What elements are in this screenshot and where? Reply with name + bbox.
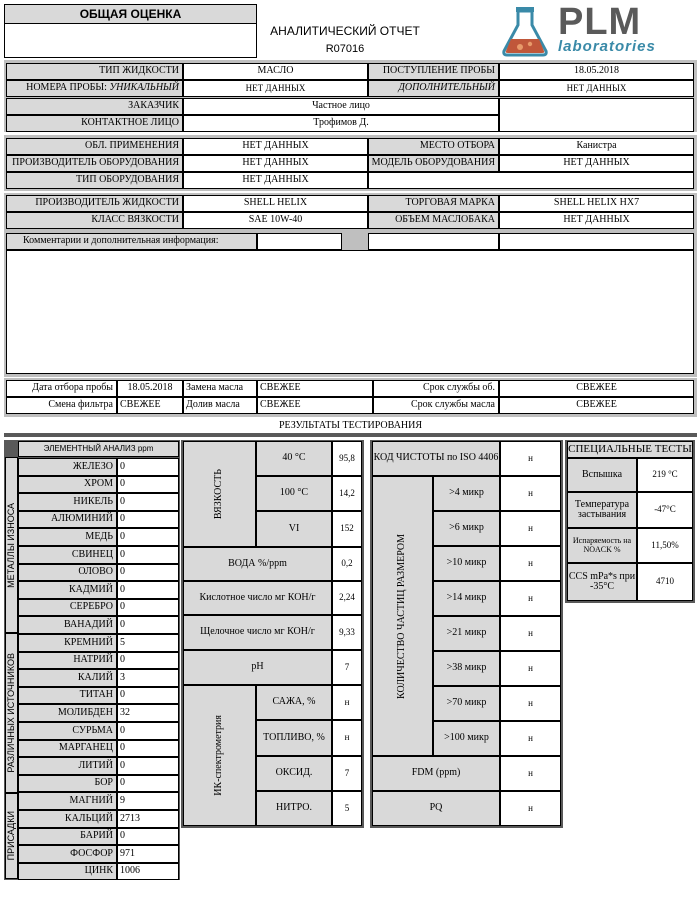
comments-cell-2: [368, 233, 499, 250]
brand-label: ТОРГОВАЯ МАРКА: [368, 195, 499, 212]
topup-label: Долив масла: [183, 397, 257, 414]
customer-extra-box: [499, 98, 694, 132]
element-value: 0: [117, 652, 179, 669]
iso-code-label: КОД ЧИСТОТЫ по ISO 4406: [372, 441, 500, 476]
vi-label: VI: [256, 511, 332, 547]
element-label: ОЛОВО: [18, 564, 117, 581]
received-label: ПОСТУПЛЕНИЕ ПРОБЫ: [368, 63, 499, 80]
overall-assessment-label: ОБЩАЯ ОЦЕНКА: [4, 4, 257, 24]
report-title: АНАЛИТИЧЕСКИЙ ОТЧЕТ: [270, 24, 420, 38]
ph-label: pH: [183, 650, 332, 685]
additional-value: НЕТ ДАННЫХ: [499, 80, 694, 97]
filter-change-label: Смена фильтра: [6, 397, 117, 414]
particle-count-value: н: [500, 511, 561, 546]
element-value: 0: [117, 775, 179, 792]
element-value: 0: [117, 476, 179, 493]
element-label: СВИНЕЦ: [18, 546, 117, 564]
particle-size-label: >10 микр: [433, 546, 500, 581]
logo-subtext: laboratories: [558, 38, 656, 55]
comments-cell-1: [257, 233, 342, 250]
flash-value: 219 °C: [637, 458, 693, 492]
element-label: ФОСФОР: [18, 845, 117, 863]
group-wear-metals: [5, 457, 18, 633]
overall-assessment-box: [4, 23, 257, 58]
v100-value: 14,2: [332, 476, 362, 511]
equipment-life-value: СВЕЖЕЕ: [499, 380, 694, 397]
special-title: СПЕЦИАЛЬНЫЕ ТЕСТЫ: [567, 441, 693, 458]
viscosity-class-value: SAE 10W-40: [183, 212, 368, 229]
element-label: КАДМИЙ: [18, 581, 117, 599]
particle-count-value: н: [500, 616, 561, 651]
place-value: Канистра: [499, 138, 694, 155]
element-label: ТИТАН: [18, 687, 117, 704]
element-value: 0: [117, 599, 179, 616]
ccs-value: 4710: [637, 563, 693, 601]
particle-size-label: >70 микр: [433, 686, 500, 721]
viscosity-group-label: ВЯЗКОСТЬ: [213, 468, 225, 520]
ir-group-label: ИК-спектрометрия: [213, 715, 225, 796]
particle-size-label: >6 микр: [433, 511, 500, 546]
sample-number-label-unique: УНИКАЛЬНЫЙ: [109, 82, 179, 94]
filter-change-value: СВЕЖЕЕ: [117, 397, 183, 414]
equipment-type-value: НЕТ ДАННЫХ: [183, 172, 368, 189]
particle-count-group-label: КОЛИЧЕСТВО ЧАСТИЦ РАЗМЕРОМ: [396, 533, 408, 699]
element-label: СЕРЕБРО: [18, 599, 117, 616]
element-label: КАЛЬЦИЙ: [18, 810, 117, 828]
received-value: 18.05.2018: [499, 63, 694, 80]
plm-logo: [500, 1, 695, 57]
element-value: 0: [117, 493, 179, 511]
tbn-label: Щелочное число мг КОН/г: [183, 615, 332, 650]
results-title: РЕЗУЛЬТАТЫ ТЕСТИРОВАНИЯ: [278, 420, 423, 431]
noack-label: Испаряемость на NOACK %: [567, 528, 637, 563]
element-label: МОЛИБДЕН: [18, 704, 117, 722]
comments-cell-3: [499, 233, 694, 250]
tan-label: Кислотное число мг КОН/г: [183, 581, 332, 615]
v40-value: 95,8: [332, 441, 362, 476]
element-label: ЖЕЛЕЗО: [18, 458, 117, 476]
pour-value: -47°C: [637, 492, 693, 528]
contact-value: Трофимов Д.: [183, 115, 499, 132]
element-label: ХРОМ: [18, 476, 117, 493]
pq-label: PQ: [372, 791, 500, 826]
particle-count-group: [372, 476, 433, 756]
fuel-label: ТОПЛИВО, %: [256, 720, 332, 756]
soot-label: САЖА, %: [256, 685, 332, 720]
element-value: 0: [117, 828, 179, 845]
element-label: НИКЕЛЬ: [18, 493, 117, 511]
fdm-value: н: [500, 756, 561, 791]
customer-value: Частное лицо: [183, 98, 499, 115]
logo-text: PLM: [558, 1, 642, 43]
oil-life-label: Срок службы масла: [373, 397, 499, 414]
element-value: 0: [117, 528, 179, 546]
comments-label: Комментарии и дополнительная информация:: [6, 233, 257, 250]
element-value: 32: [117, 704, 179, 722]
ph-value: 7: [332, 650, 362, 685]
report-number: R07016: [325, 43, 365, 55]
customer-label: ЗАКАЗЧИК: [6, 98, 183, 115]
nitration-label: НИТРО.: [256, 791, 332, 826]
fdm-label: FDM (ppm): [372, 756, 500, 791]
element-label: МАГНИЙ: [18, 792, 117, 810]
sample-date-label: Дата отбора пробы: [6, 380, 117, 397]
contact-label: КОНТАКТНОЕ ЛИЦО: [6, 115, 183, 132]
element-label: СУРЬМА: [18, 722, 117, 740]
brand-value: SHELL HELIX HX7: [499, 195, 694, 212]
equipment-type-label: ТИП ОБОРУДОВАНИЯ: [6, 172, 183, 189]
viscosity-class-label: КЛАСС ВЯЗКОСТИ: [6, 212, 183, 229]
noack-value: 11,50%: [637, 528, 693, 563]
equipment-life-label: Срок службы об.: [373, 380, 499, 397]
group-additives: [5, 793, 18, 879]
particle-count-value: н: [500, 581, 561, 616]
element-value: 9: [117, 792, 179, 810]
soot-value: н: [332, 685, 362, 720]
element-value: 0: [117, 564, 179, 581]
element-label: АЛЮМИНИЙ: [18, 511, 117, 528]
topup-value: СВЕЖЕЕ: [257, 397, 373, 414]
element-value: 971: [117, 845, 179, 863]
ccs-label: CCS mPa*s при -35°C: [567, 563, 637, 601]
oxidation-value: 7: [332, 756, 362, 791]
sample-number-label: [6, 80, 183, 97]
element-label: ВАНАДИЙ: [18, 616, 117, 634]
particle-size-label: >14 микр: [433, 581, 500, 616]
area-label: ОБЛ. ПРИМЕНЕНИЯ: [6, 138, 183, 155]
element-label: БОР: [18, 775, 117, 792]
group-contaminants: [5, 633, 18, 793]
element-label: ЦИНК: [18, 863, 117, 880]
element-value: 0: [117, 616, 179, 634]
water-label: ВОДА %/ppm: [183, 547, 332, 581]
particle-count-value: н: [500, 546, 561, 581]
fluid-type-value: МАСЛО: [183, 63, 368, 80]
v40-label: 40 °C: [256, 441, 332, 476]
oil-change-label: Замена масла: [183, 380, 257, 397]
sample-date-value: 18.05.2018: [117, 380, 183, 397]
element-value: 3: [117, 669, 179, 687]
element-value: 5: [117, 634, 179, 652]
element-value: 0: [117, 740, 179, 757]
viscosity-group: [183, 441, 256, 547]
fluid-mfr-value: SHELL HELIX: [183, 195, 368, 212]
element-label: ЛИТИЙ: [18, 757, 117, 775]
element-value: 0: [117, 757, 179, 775]
vi-value: 152: [332, 511, 362, 547]
element-label: БАРИЙ: [18, 828, 117, 845]
fluid-mfr-label: ПРОИЗВОДИТЕЛЬ ЖИДКОСТИ: [6, 195, 183, 212]
equipment-model-label: МОДЕЛЬ ОБОРУДОВАНИЯ: [368, 155, 499, 172]
element-label: НАТРИЙ: [18, 652, 117, 669]
flask-icon: [500, 5, 550, 57]
water-value: 0,2: [332, 547, 362, 581]
oil-life-value: СВЕЖЕЕ: [499, 397, 694, 414]
particle-size-label: >4 микр: [433, 476, 500, 511]
particle-size-label: >21 микр: [433, 616, 500, 651]
particle-size-label: >100 микр: [433, 721, 500, 756]
elements-header: ЭЛЕМЕНТНЫЙ АНАЛИЗ ppm: [18, 441, 179, 457]
equipment-mfr-value: НЕТ ДАННЫХ: [183, 155, 368, 172]
pour-label: Температура застывания: [567, 492, 637, 528]
oil-change-value: СВЕЖЕЕ: [257, 380, 373, 397]
sample-number-label-text: НОМЕРА ПРОБЫ:: [26, 82, 107, 94]
flash-label: Вспышка: [567, 458, 637, 492]
area-value: НЕТ ДАННЫХ: [183, 138, 368, 155]
equipment-type-extra: [368, 172, 694, 189]
element-label: МЕДЬ: [18, 528, 117, 546]
particle-count-value: н: [500, 476, 561, 511]
pq-value: н: [500, 791, 561, 826]
nitration-value: 5: [332, 791, 362, 826]
sample-number-value: НЕТ ДАННЫХ: [183, 80, 368, 97]
element-value: 1006: [117, 863, 179, 880]
element-value: 0: [117, 546, 179, 564]
tbn-value: 9,33: [332, 615, 362, 650]
equipment-mfr-label: ПРОИЗВОДИТЕЛЬ ОБОРУДОВАНИЯ: [6, 155, 183, 172]
comments-area: [6, 250, 694, 374]
fuel-value: н: [332, 720, 362, 756]
element-value: 0: [117, 722, 179, 740]
ir-group: [183, 685, 256, 826]
group-add-label: ПРИСАДКИ: [5, 811, 16, 861]
group-wear-label: МЕТАЛЛЫ ИЗНОСА: [5, 502, 16, 588]
group-contam-label: РАЗЛИЧНЫХ ИСТОЧНИКОВ: [5, 653, 16, 773]
oxidation-label: ОКСИД.: [256, 756, 332, 791]
element-label: КАЛИЙ: [18, 669, 117, 687]
sump-volume-label: ОБЪЕМ МАСЛОБАКА: [368, 212, 499, 229]
particle-count-value: н: [500, 651, 561, 686]
particle-count-value: н: [500, 721, 561, 756]
fluid-type-label: ТИП ЖИДКОСТИ: [6, 63, 183, 80]
element-value: 2713: [117, 810, 179, 828]
tan-value: 2,24: [332, 581, 362, 615]
element-value: 0: [117, 458, 179, 476]
additional-label: ДОПОЛНИТЕЛЬНЫЙ: [368, 80, 499, 97]
v100-label: 100 °C: [256, 476, 332, 511]
particle-size-label: >38 микр: [433, 651, 500, 686]
element-label: КРЕМНИЙ: [18, 634, 117, 652]
element-value: 0: [117, 511, 179, 528]
element-value: 0: [117, 581, 179, 599]
element-value: 0: [117, 687, 179, 704]
place-label: МЕСТО ОТБОРА: [368, 138, 499, 155]
equipment-model-value: НЕТ ДАННЫХ: [499, 155, 694, 172]
sump-volume-value: НЕТ ДАННЫХ: [499, 212, 694, 229]
results-divider: [4, 433, 697, 437]
iso-code-value: н: [500, 441, 561, 476]
element-label: МАРГАНЕЦ: [18, 740, 117, 757]
particle-count-value: н: [500, 686, 561, 721]
